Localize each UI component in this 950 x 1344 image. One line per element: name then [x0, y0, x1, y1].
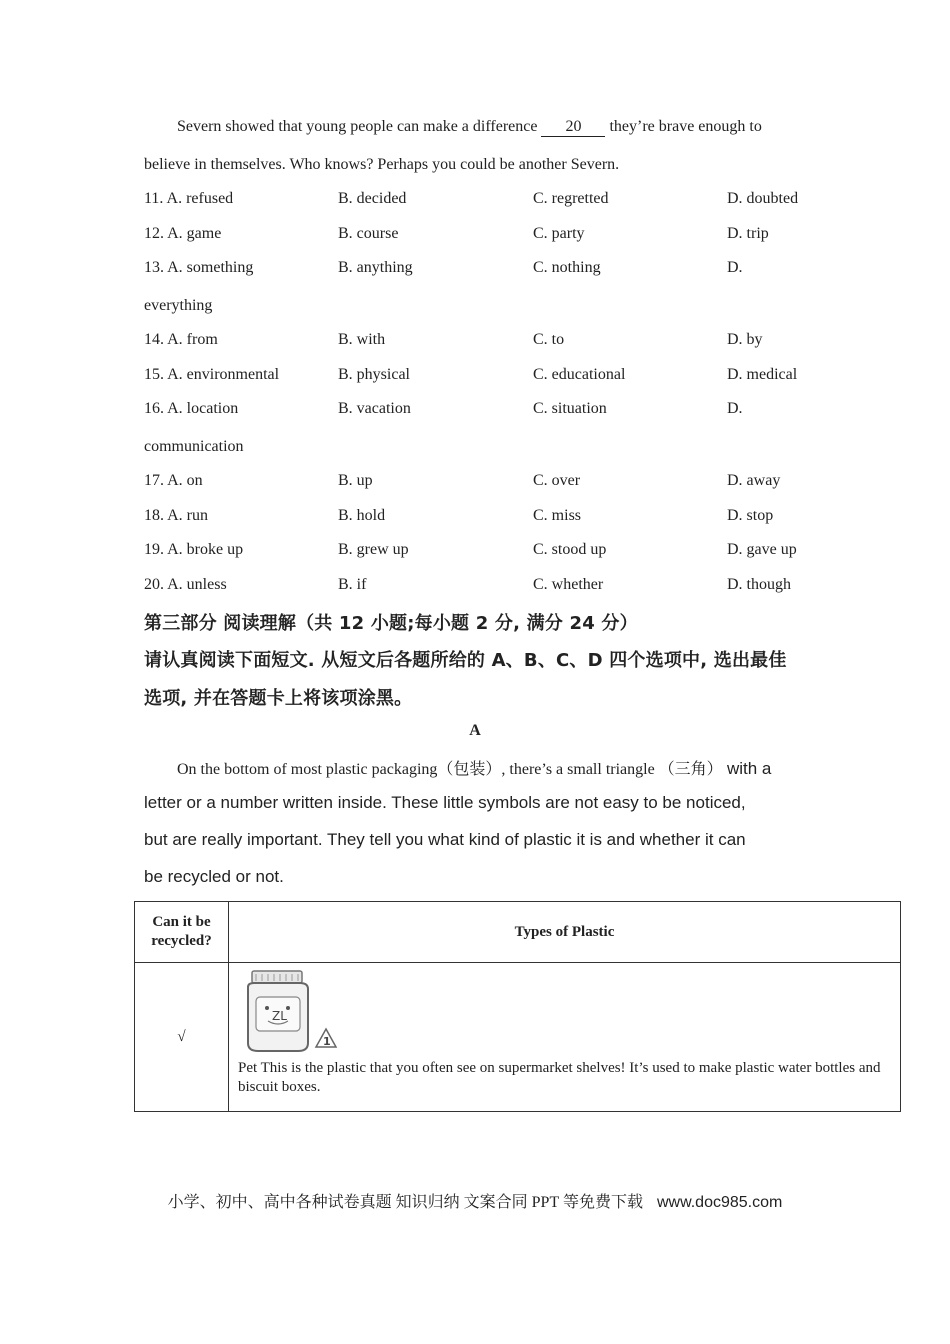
passage-line-1-serif: On the bottom of most plastic packaging（包装）, there’s a small triangle （三角） [177, 761, 723, 778]
option-a: 13. A. something [144, 259, 254, 276]
footer-url[interactable]: www.doc985.com [656, 1194, 783, 1211]
option-d: D. by [727, 331, 763, 348]
page-footer [0, 1189, 950, 1212]
passage-line-1-sans: with a [726, 759, 772, 778]
passage-line-3: but are really important. They tell you what kind of plastic it is and whether it can [144, 830, 746, 849]
intro-text-before: Severn showed that young people can make a difference [177, 118, 538, 135]
option-a: 16. A. location [144, 400, 239, 417]
section-title: 第三部分 阅读理解（共 12 小题;每小题 2 分, 满分 24 分） [144, 613, 638, 634]
plastic-types-table [134, 901, 901, 1112]
option-b: B. physical [338, 366, 410, 383]
option-d-wrap: everything [144, 297, 213, 314]
option-b: B. course [338, 225, 399, 242]
recyclable-check: √ [135, 963, 229, 1112]
option-b: B. if [338, 576, 367, 593]
answer-blank: 20 [541, 118, 605, 137]
section-instruction-2: 选项, 并在答题卡上将该项涂黑。 [144, 688, 413, 709]
intro-text-after: they’re brave enough to [609, 118, 762, 135]
option-c: C. over [533, 472, 581, 489]
option-d: D. doubted [727, 190, 799, 207]
jar-label: ZL [272, 1009, 287, 1023]
recycle-number: 1 [323, 1035, 331, 1048]
plastic-type-cell [229, 963, 901, 1112]
passage-heading: A [469, 722, 481, 739]
section-instruction-1: 请认真阅读下面短文. 从短文后各题所给的 A、B、C、D 四个选项中, 选出最佳 [144, 650, 787, 671]
option-d: D. though [727, 576, 791, 593]
option-b: B. hold [338, 507, 386, 524]
option-d: D. away [727, 472, 781, 489]
option-b: B. vacation [338, 400, 411, 417]
option-a: 19. A. broke up [144, 541, 244, 558]
intro-line-2: believe in themselves. Who knows? Perhaps you could be another Severn. [144, 156, 620, 173]
option-c: C. stood up [533, 541, 607, 558]
option-d-wrap: communication [144, 438, 244, 455]
plastic-jar-icon [238, 967, 348, 1057]
table-header-row [135, 902, 901, 963]
option-a: 14. A. from [144, 331, 218, 348]
option-c: C. educational [533, 366, 626, 383]
plastic-description: Pet This is the plastic that you often see on supermarket shelves! It’s used to make plastic water bottles and biscuit boxes. [238, 1060, 881, 1095]
option-c: C. miss [533, 507, 582, 524]
option-a: 11. A. refused [144, 190, 234, 207]
option-c: C. to [533, 331, 565, 348]
option-b: B. grew up [338, 541, 409, 558]
option-c: C. regretted [533, 190, 609, 207]
option-d: D. medical [727, 366, 798, 383]
option-b: B. up [338, 472, 373, 489]
option-d: D. trip [727, 225, 769, 242]
plastic-illustration [238, 967, 348, 1057]
option-d: D. [727, 259, 743, 276]
option-d: D. [727, 400, 743, 417]
option-a: 12. A. game [144, 225, 222, 242]
intro-line-1 [177, 118, 762, 137]
option-a: 15. A. environmental [144, 366, 280, 383]
header-plastic-types: Types of Plastic [229, 902, 901, 963]
option-a: 20. A. unless [144, 576, 227, 593]
table-row [135, 963, 901, 1112]
footer-text: 小学、初中、高中各种试卷真题 知识归纳 文案合同 PPT 等免费下载 [167, 1194, 643, 1211]
option-b: B. anything [338, 259, 413, 276]
option-c: C. situation [533, 400, 607, 417]
passage-line-4: be recycled or not. [144, 867, 284, 886]
option-a: 17. A. on [144, 472, 203, 489]
option-d: D. gave up [727, 541, 797, 558]
option-b: B. with [338, 331, 386, 348]
header-recyclable: Can it be recycled? [135, 902, 229, 963]
passage-line-1 [177, 756, 771, 779]
option-d: D. stop [727, 507, 774, 524]
option-a: 18. A. run [144, 507, 208, 524]
option-c: C. party [533, 225, 585, 242]
option-b: B. decided [338, 190, 407, 207]
option-c: C. nothing [533, 259, 601, 276]
passage-line-2: letter or a number written inside. These little symbols are not easy to be noticed, [144, 793, 746, 812]
option-c: C. whether [533, 576, 604, 593]
